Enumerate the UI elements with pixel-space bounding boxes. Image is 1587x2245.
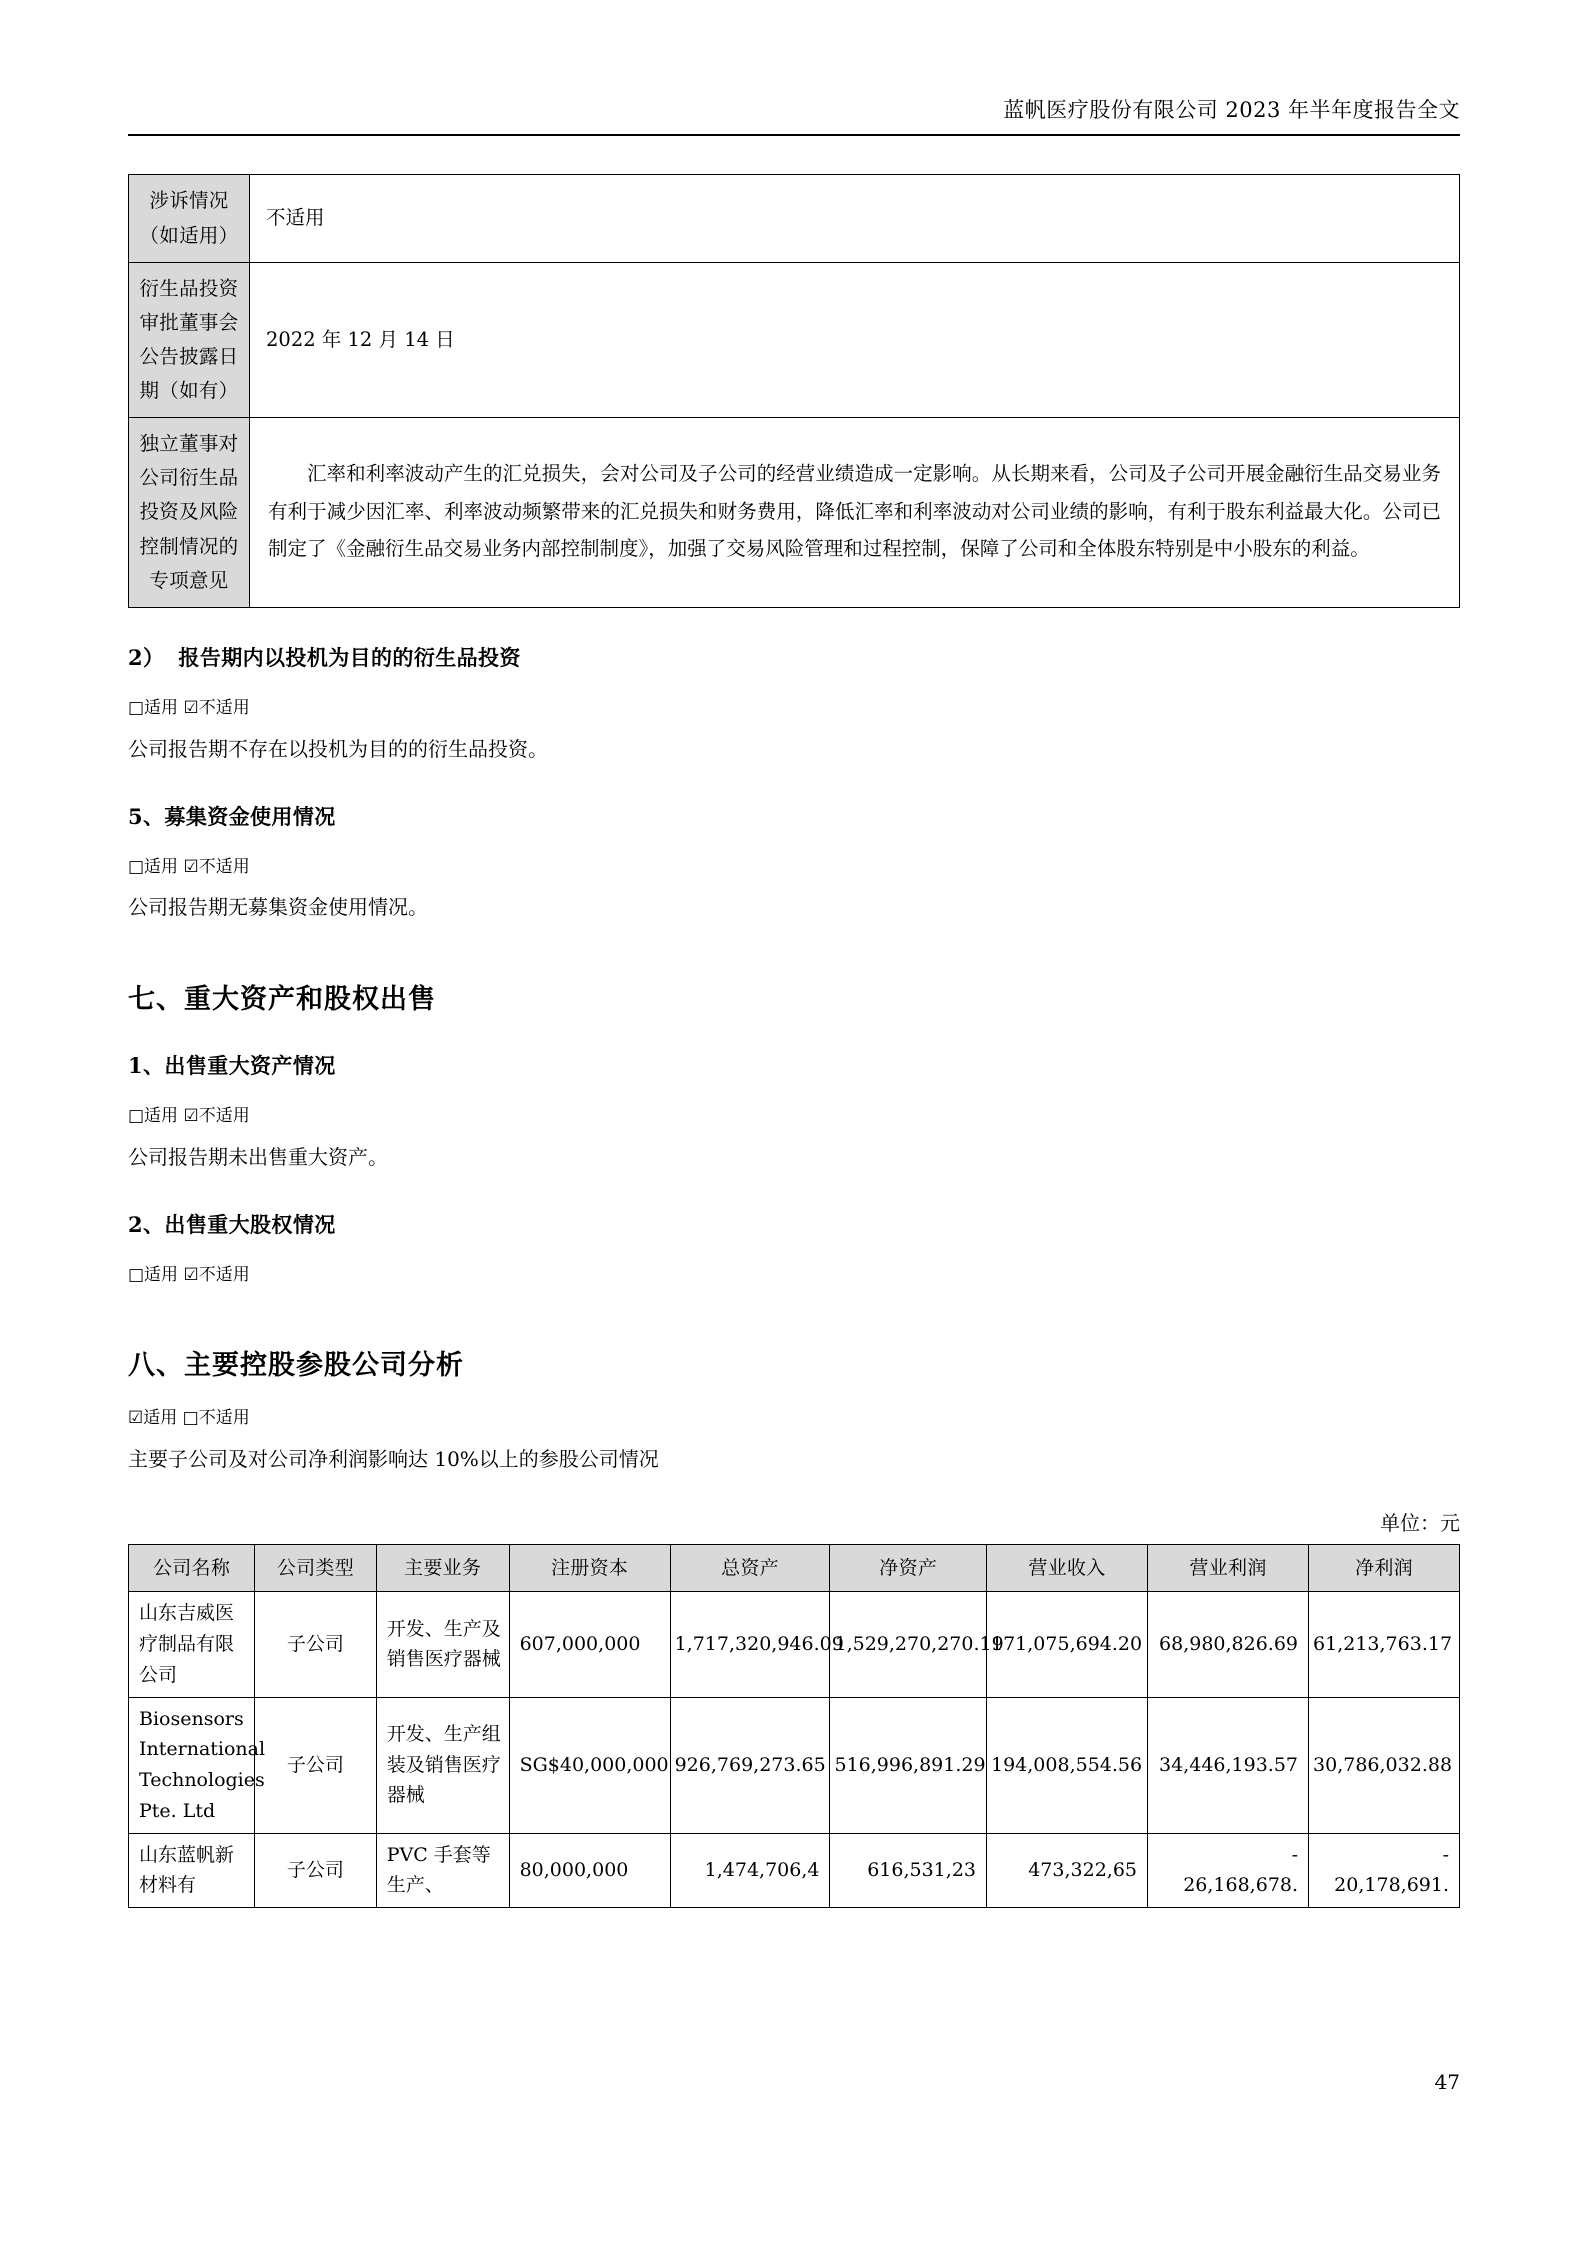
applicability-derivative-speculation[interactable]: □适用 ☑不适用 — [128, 697, 250, 718]
cell-total-assets: 1,717,320,946.09 — [670, 1592, 830, 1697]
derivative-info-table — [128, 174, 1460, 607]
cell-company-type: 子公司 — [255, 1592, 377, 1697]
header-rule — [128, 134, 1460, 136]
cell-net-assets: 616,531,23 — [830, 1833, 987, 1908]
note-subsidiary-analysis: 主要子公司及对公司净利润影响达 10%以上的参股公司情况 — [128, 1446, 659, 1471]
cell-operating-profit: 68,980,826.69 — [1148, 1592, 1309, 1697]
heading-number: 5、 — [128, 803, 165, 829]
cell-registered-capital: SG$40,000,000 — [509, 1697, 670, 1833]
heading-number: 2） — [128, 644, 165, 670]
heading-number: 1、 — [128, 1053, 165, 1079]
heading-asset-sale — [128, 1050, 1460, 1080]
cell-net-profit: 30,786,032.88 — [1309, 1697, 1460, 1833]
table-row — [129, 1697, 1460, 1833]
subsidiary-data-table — [128, 1544, 1460, 1909]
cell-net-assets: 1,529,270,270.19 — [830, 1592, 987, 1697]
page-content — [128, 0, 1460, 1908]
heading-text: 报告期内以投机为目的的衍生品投资 — [178, 644, 521, 670]
cell-company-name: Biosensors International Technologies Pte. Ltd — [129, 1697, 255, 1833]
note-raised-funds: 公司报告期无募集资金使用情况。 — [128, 895, 428, 920]
info-value-approval-date: 2022 年 12 月 14 日 — [250, 262, 1460, 418]
heading-number: 2、 — [128, 1212, 165, 1238]
heading-subsidiary-analysis: 八、主要控股参股公司分析 — [128, 1349, 464, 1381]
cell-registered-capital: 607,000,000 — [509, 1592, 670, 1697]
cell-operating-profit: 473,322,65 — [987, 1833, 1148, 1908]
applicability-equity-sale[interactable]: □适用 ☑不适用 — [128, 1265, 250, 1286]
opinion-paragraph: 汇率和利率波动产生的汇兑损失，会对公司及子公司的经营业绩造成一定影响。从长期来看，公司及子公司开展金融衍生品交易业务有利于减少因汇率、利率波动频繁带来的汇兑损失和财务费用，降低汇率和利率波动对公司业绩的影响，有利于股东利益最大化。公司已制定了《金融衍生品交易业务内部控制制度》，加强了交易风险管理和过程控制，保障了公司和全体股东特别是中小股东的利益。 — [268, 462, 1441, 561]
running-header-title: 蓝帆医疗股份有限公司 2023 年半年度报告全文 — [1003, 98, 1460, 122]
info-value-independent-director-opinion — [250, 418, 1460, 608]
note-derivative-speculation: 公司报告期不存在以投机为目的的衍生品投资。 — [128, 736, 548, 761]
info-label-approval-date: 衍生品投资审批董事会公告披露日期（如有） — [129, 262, 250, 418]
cell-operating-profit-2: - 26,168,678. — [1148, 1833, 1309, 1908]
cell-registered-capital: 80,000,000 — [509, 1833, 670, 1908]
applicability-raised-funds[interactable]: □适用 ☑不适用 — [128, 856, 250, 877]
heading-raised-funds — [128, 801, 1460, 831]
table-row — [129, 1833, 1460, 1908]
info-label-litigation: 涉诉情况（如适用） — [129, 175, 250, 262]
col-header-company-name: 公司名称 — [129, 1544, 255, 1592]
col-header-revenue: 营业收入 — [987, 1544, 1148, 1592]
col-header-net-assets: 净资产 — [830, 1544, 987, 1592]
cell-company-name: 山东吉威医疗制品有限公司 — [129, 1592, 255, 1697]
col-header-operating-profit: 营业利润 — [1148, 1544, 1309, 1592]
cell-company-type: 子公司 — [255, 1833, 377, 1908]
cell-company-name: 山东蓝帆新材料有 — [129, 1833, 255, 1908]
negative-sign: - — [1442, 1843, 1449, 1866]
applicability-subsidiary-analysis[interactable]: ☑适用 □不适用 — [128, 1407, 250, 1428]
heading-major-asset-sale: 七、重大资产和股权出售 — [128, 984, 436, 1016]
table-row — [129, 262, 1460, 418]
cell-main-business: 开发、生产及销售医疗器械 — [376, 1592, 509, 1697]
heading-equity-sale — [128, 1209, 1460, 1239]
cell-revenue: 171,075,694.20 — [987, 1592, 1148, 1697]
heading-text: 募集资金使用情况 — [164, 803, 336, 829]
applicability-asset-sale[interactable]: □适用 ☑不适用 — [128, 1106, 250, 1127]
heading-text: 出售重大股权情况 — [164, 1212, 336, 1238]
heading-derivative-speculation — [128, 642, 1460, 672]
info-value-litigation: 不适用 — [250, 175, 1460, 262]
cell-total-assets: 1,474,706,4 — [670, 1833, 830, 1908]
running-header — [128, 0, 1460, 125]
table-row — [129, 418, 1460, 608]
col-header-registered-capital: 注册资本 — [509, 1544, 670, 1592]
col-header-total-assets: 总资产 — [670, 1544, 830, 1592]
cell-main-business: 开发、生产组装及销售医疗器械 — [376, 1697, 509, 1833]
col-header-company-type: 公司类型 — [255, 1544, 377, 1592]
heading-text: 出售重大资产情况 — [164, 1053, 336, 1079]
info-label-independent-director-opinion: 独立董事对公司衍生品投资及风险控制情况的专项意见 — [129, 418, 250, 608]
cell-operating-profit: 34,446,193.57 — [1148, 1697, 1309, 1833]
col-header-net-profit: 净利润 — [1309, 1544, 1460, 1592]
page-number: 47 — [1434, 2070, 1460, 2094]
cell-company-type: 子公司 — [255, 1697, 377, 1833]
note-asset-sale: 公司报告期未出售重大资产。 — [128, 1145, 388, 1170]
cell-net-profit: 61,213,763.17 — [1309, 1592, 1460, 1697]
cell-net-profit: - 20,178,691. — [1309, 1833, 1460, 1908]
cell-total-assets: 926,769,273.65 — [670, 1697, 830, 1833]
unit-label: 单位：元 — [1380, 1510, 1460, 1535]
negative-sign: - — [1291, 1843, 1299, 1866]
col-header-main-business: 主要业务 — [376, 1544, 509, 1592]
cell-net-assets: 516,996,891.29 — [830, 1697, 987, 1833]
table-row — [129, 175, 1460, 262]
table-row — [129, 1592, 1460, 1697]
cell-main-business: PVC 手套等生产、 — [376, 1833, 509, 1908]
cell-revenue: 194,008,554.56 — [987, 1697, 1148, 1833]
table-header-row — [129, 1544, 1460, 1592]
